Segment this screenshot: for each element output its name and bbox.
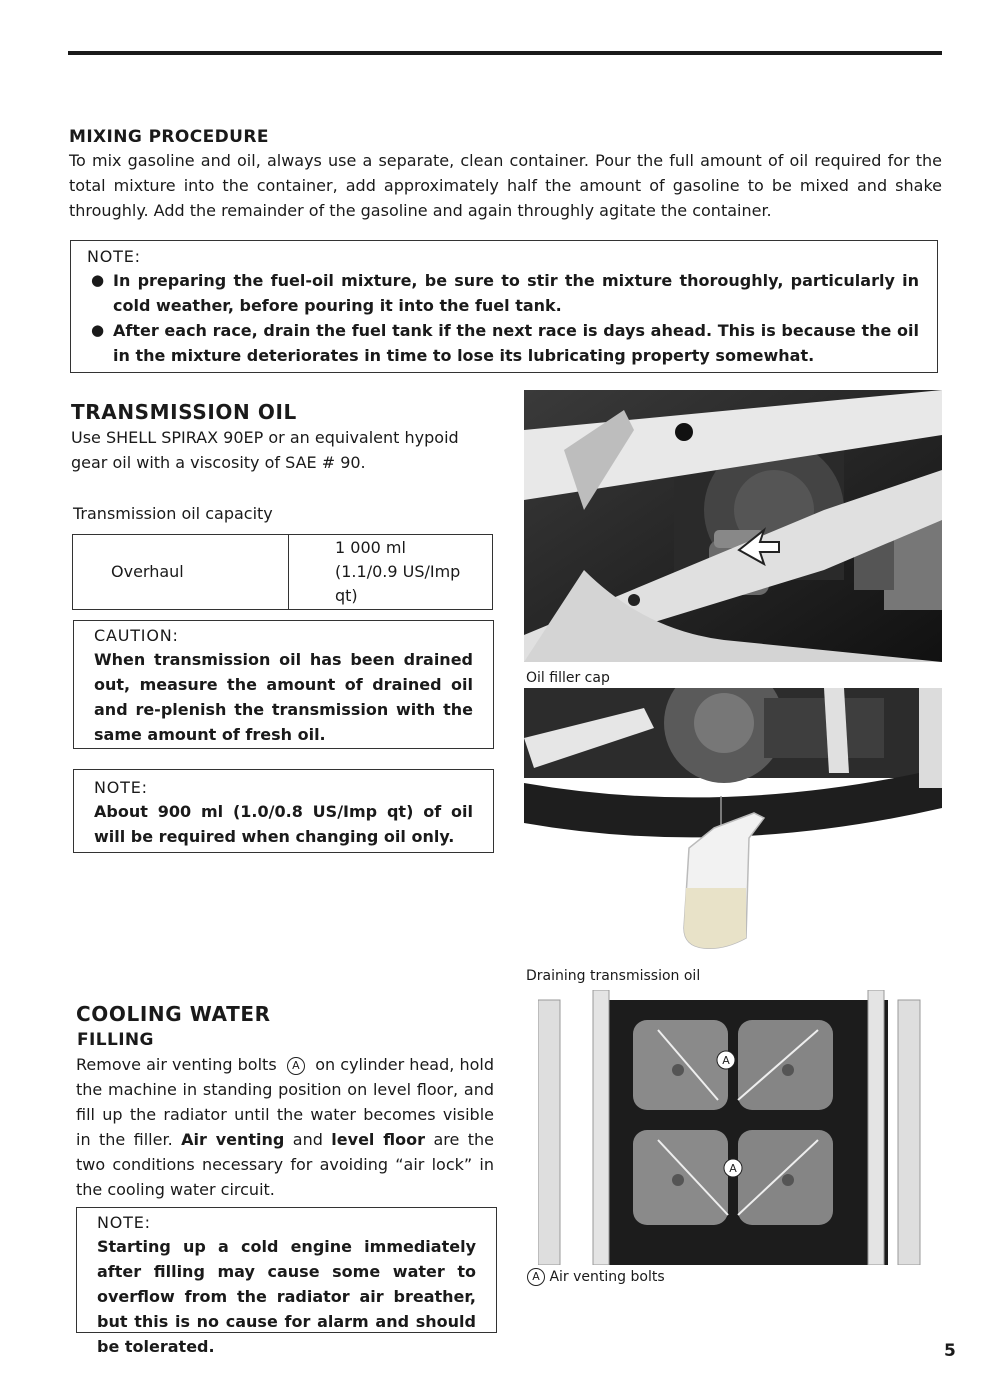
marker-a-icon: A bbox=[527, 1268, 545, 1286]
capacity-cell-value: 1 000 ml (1.1/0.9 US/Imp qt) bbox=[289, 535, 493, 610]
capacity-table bbox=[72, 534, 493, 610]
transmission-body: Use SHELL SPIRAX 90EP or an equivalent hypoid gear oil with a viscosity of SAE # 90. bbox=[71, 428, 459, 472]
top-rule bbox=[68, 51, 942, 55]
svg-text:A: A bbox=[729, 1162, 737, 1175]
note-title: NOTE: bbox=[87, 247, 141, 266]
caption-draining: Draining transmission oil bbox=[526, 968, 701, 984]
cooling-text: are the two conditions necessary for avoiding “air lock” in the cooling water circuit. bbox=[76, 1130, 494, 1199]
capacity-cell-label: Overhaul bbox=[73, 535, 289, 610]
note-box-oil bbox=[73, 769, 494, 853]
caution-body: When transmission oil has been drained out, measure the amount of drained oil and re-plenish the transmission with the same amount of fresh oil. bbox=[94, 650, 473, 744]
capacity-label: Transmission oil capacity bbox=[73, 504, 273, 523]
photo-draining bbox=[524, 688, 942, 958]
cooling-bold: level floor bbox=[331, 1130, 426, 1149]
mixing-body: To mix gasoline and oil, always use a separate, clean container. Pour the full amount of oil required for the total mixture into the container, add approximately half the amount of gasoline to be mixed and shake throughly. Add the remainder of the gasoline and again throughly agitate the container. bbox=[69, 151, 942, 220]
note-list bbox=[87, 268, 919, 368]
photo-air-venting-bolts bbox=[538, 990, 942, 1265]
cooling-heading: COOLING WATER bbox=[76, 1002, 271, 1026]
caption-air-venting bbox=[527, 1268, 665, 1286]
cooling-text: Remove air venting bolts bbox=[76, 1055, 277, 1074]
cooling-body bbox=[76, 1052, 494, 1202]
note-title: NOTE: bbox=[97, 1213, 151, 1232]
photo-oil-filler-cap bbox=[524, 390, 942, 662]
cylinder-photo-illustration bbox=[538, 990, 942, 1265]
cooling-text: on cylinder head, hold the machine in standing position on level floor, and fill up the radiator until the water becomes visible in the filler. bbox=[76, 1055, 495, 1149]
caution-title: CAUTION: bbox=[94, 626, 179, 645]
cooling-text: and bbox=[292, 1130, 323, 1149]
mixing-heading: MIXING PROCEDURE bbox=[69, 127, 269, 147]
filling-subheading: FILLING bbox=[77, 1030, 154, 1050]
svg-text:A: A bbox=[722, 1054, 730, 1067]
note-title: NOTE: bbox=[94, 778, 148, 797]
note-item: ● In preparing the fuel-oil mixture, be sure to stir the mixture thoroughly, particularly in cold weather, before pouring it into the fuel tank. bbox=[87, 268, 919, 318]
engine-photo-illustration bbox=[524, 390, 942, 662]
caution-box bbox=[73, 620, 494, 749]
marker-a-icon: A bbox=[287, 1057, 305, 1075]
caption-air-venting-text: Air venting bolts bbox=[549, 1269, 665, 1285]
note-body: Starting up a cold engine immediately after filling may cause some water to overflow from the radiator air breather, but this is no cause for alarm and should be tolerated. bbox=[97, 1237, 476, 1356]
draining-photo-illustration bbox=[524, 688, 942, 958]
caption-oil-filler-cap: Oil filler cap bbox=[526, 670, 610, 686]
page-number: 5 bbox=[944, 1341, 956, 1361]
note-body: About 900 ml (1.0/0.8 US/Imp qt) of oil will be required when changing oil only. bbox=[94, 802, 473, 846]
cooling-bold: Air venting bbox=[181, 1130, 285, 1149]
note-box-fuel bbox=[70, 240, 938, 373]
transmission-heading: TRANSMISSION OIL bbox=[71, 400, 297, 424]
note-box-cooling bbox=[76, 1207, 497, 1356]
note-item: ● After each race, drain the fuel tank if the next race is days ahead. This is because the oil in the mixture deteriorates in time to lose its lubricating property somewhat. bbox=[87, 318, 919, 368]
